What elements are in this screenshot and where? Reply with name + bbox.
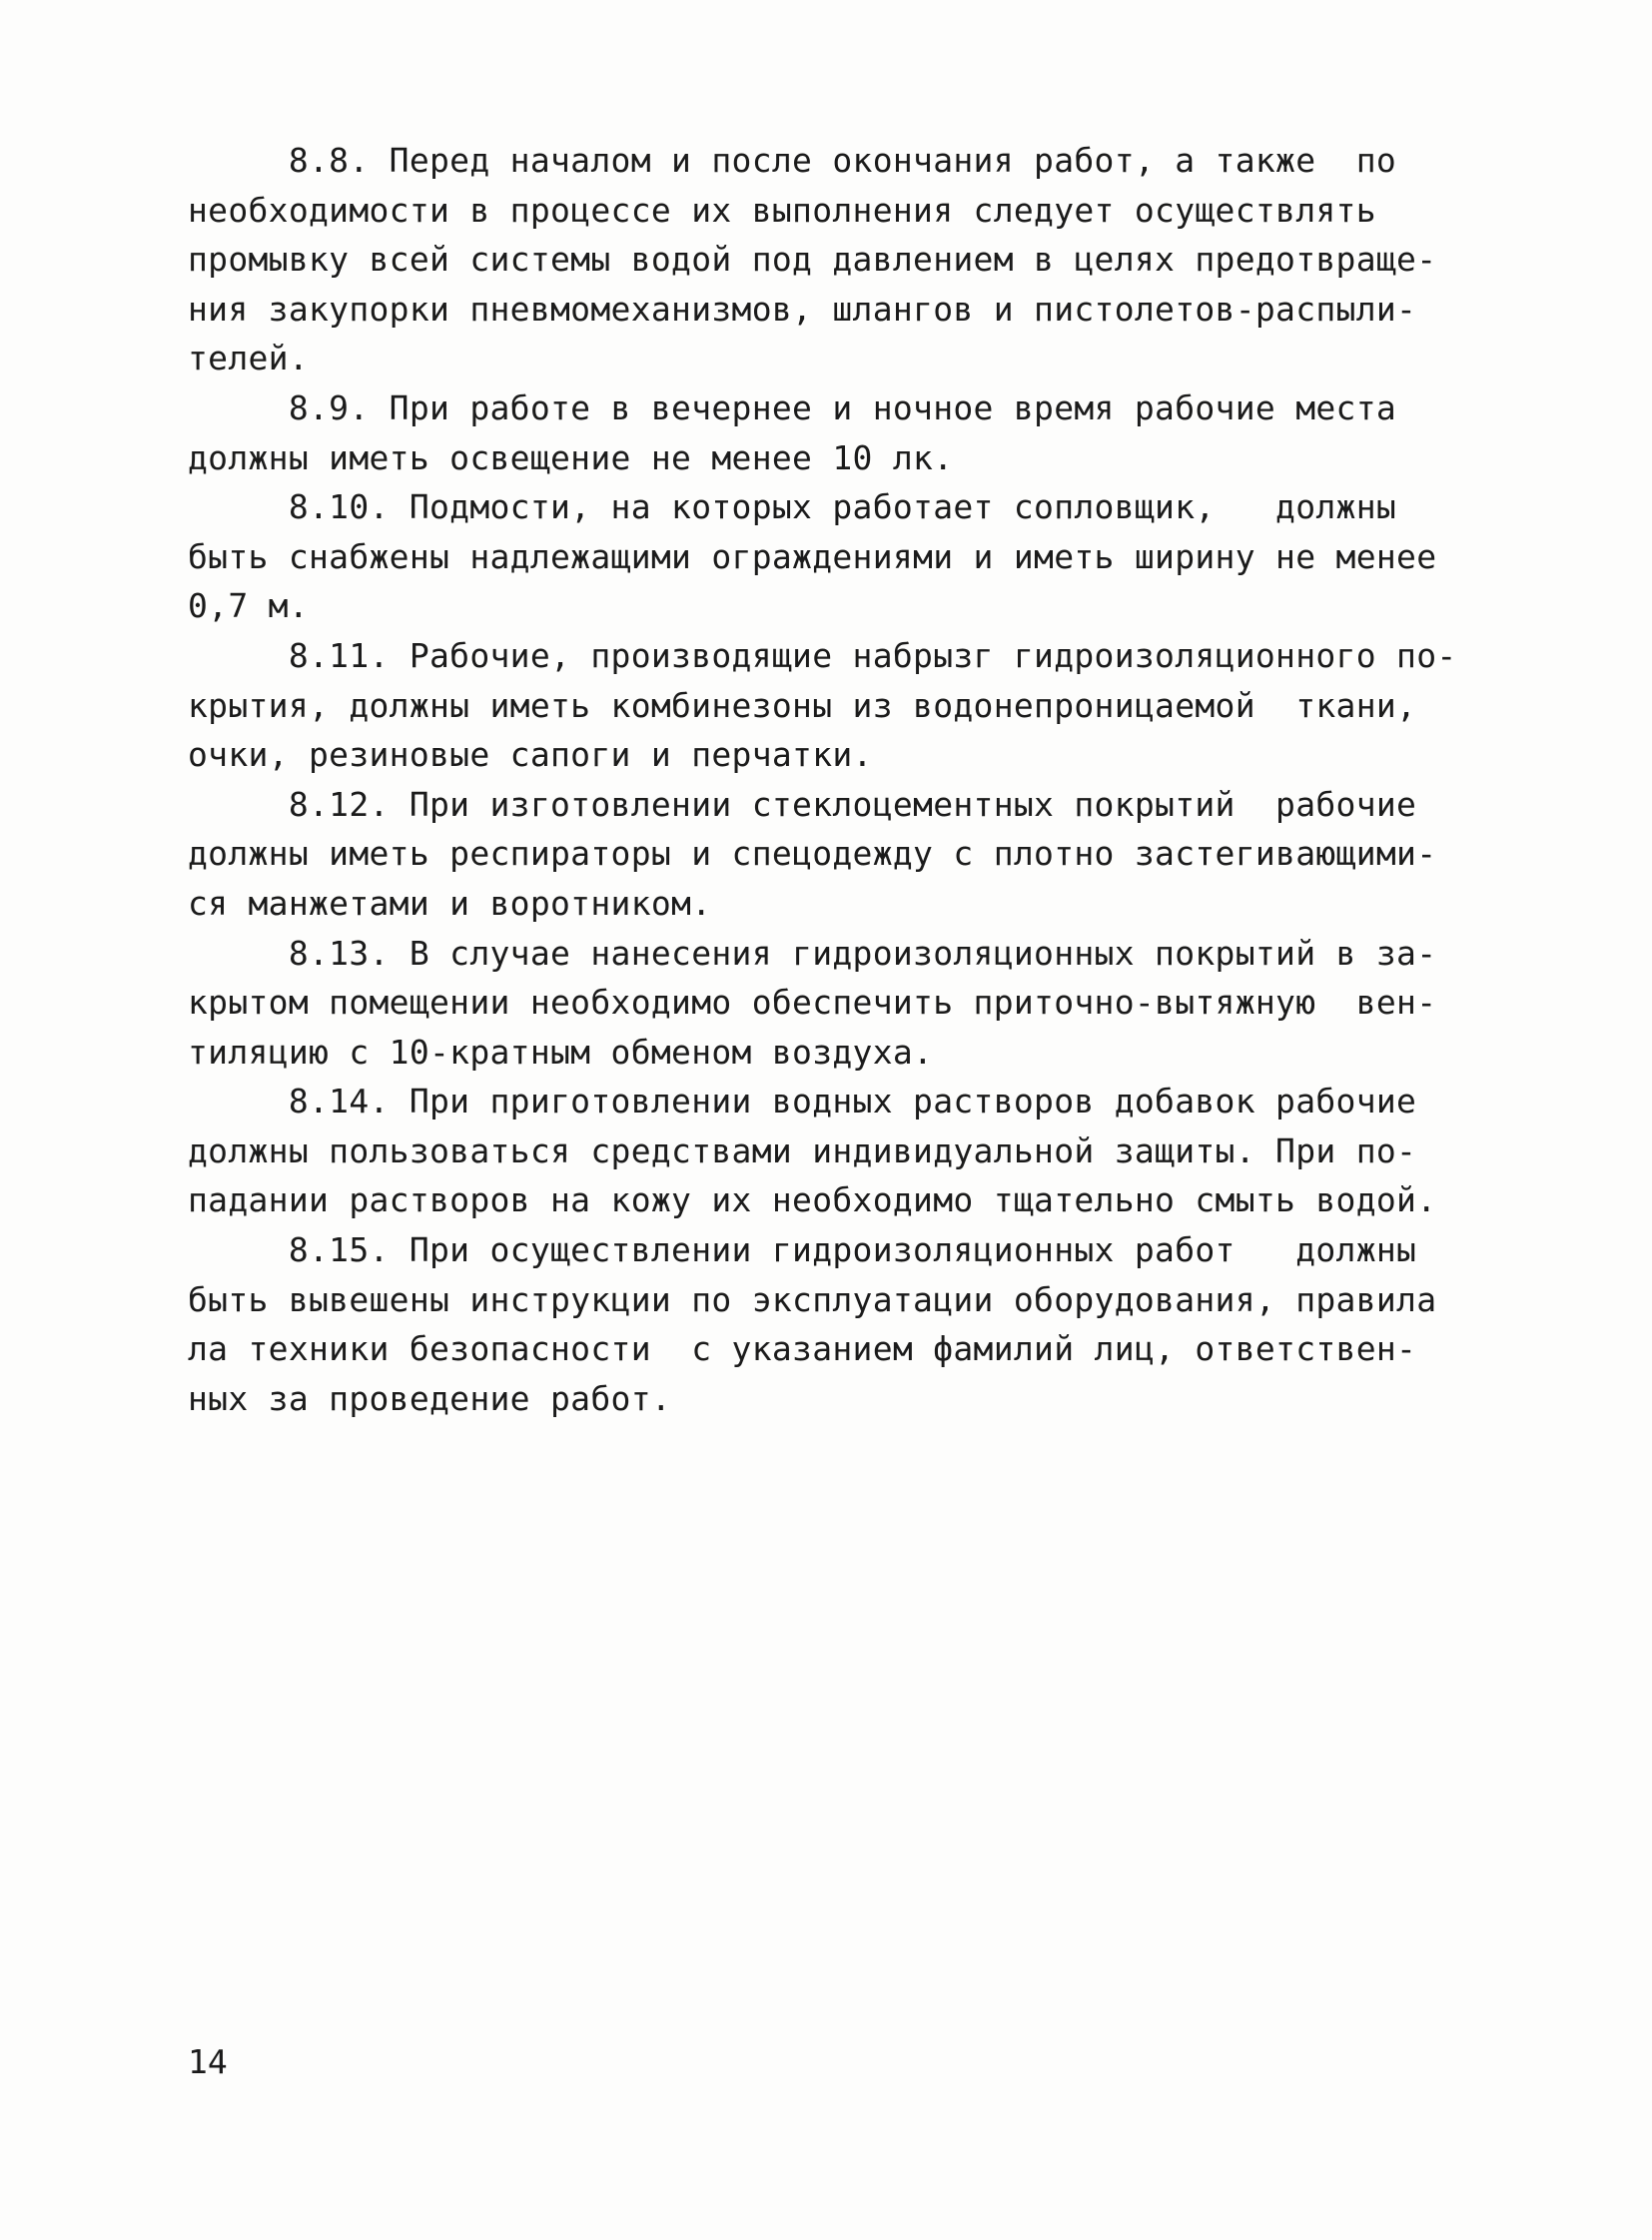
text-line: телей.: [188, 339, 310, 378]
text-line: 8.9. При работе в вечернее и ночное время рабочие места: [188, 387, 1397, 427]
text-line: быть вывешены инструкции по эксплуатации оборудования, правила: [188, 1279, 1437, 1319]
text-line: крытом помещении необходимо обеспечить приточно-вытяжную вен-: [188, 983, 1437, 1023]
text-line: должны пользоваться средствами индивидуальной защиты. При по-: [188, 1130, 1417, 1170]
text-line: быть снабжены надлежащими ограждениями и иметь ширину не менее: [188, 536, 1437, 576]
text-line: необходимости в процессе их выполнения следует осуществлять: [188, 190, 1376, 230]
text-line: ния закупорки пневмомеханизмов, шлангов и пистолетов-распыли-: [188, 289, 1417, 329]
text-line: должны иметь освещение не менее 10 лк.: [188, 437, 954, 477]
text-line: 8.12. При изготовлении стеклоцементных покрытий рабочие: [188, 784, 1417, 824]
text-line: должны иметь респираторы и спецодежду с плотно застегивающими-: [188, 834, 1437, 874]
body-text: [188, 136, 1476, 1423]
text-line: 8.11. Рабочие, производящие набрызг гидроизоляционного по-: [188, 635, 1457, 675]
text-line: крытия, должны иметь комбинезоны из водонепроницаемой ткани,: [188, 685, 1417, 725]
text-line: 0,7 м.: [188, 586, 310, 626]
text-line: тиляцию с 10-кратным обменом воздуха.: [188, 1032, 934, 1072]
text-line: падании растворов на кожу их необходимо тщательно смыть водой.: [188, 1180, 1437, 1220]
text-line: 8.14. При приготовлении водных растворов добавок рабочие: [188, 1082, 1417, 1121]
page-number: 14: [188, 2042, 228, 2081]
text-line: ных за проведение работ.: [188, 1378, 672, 1418]
text-line: ся манжетами и воротником.: [188, 883, 712, 923]
text-line: ла техники безопасности с указанием фамилий лиц, ответствен-: [188, 1329, 1417, 1369]
text-line: 8.10. Подмости, на которых работает сопловщик, должны: [188, 487, 1397, 527]
text-line: 8.13. В случае нанесения гидроизоляционных покрытий в за-: [188, 933, 1437, 973]
text-line: 8.15. При осуществлении гидроизоляционных работ должны: [188, 1230, 1417, 1270]
text-line: очки, резиновые сапоги и перчатки.: [188, 735, 873, 775]
text-line: промывку всей системы водой под давлением в целях предотвраще-: [188, 240, 1437, 280]
text-line: 8.8. Перед началом и после окончания работ, а также по: [188, 141, 1397, 180]
